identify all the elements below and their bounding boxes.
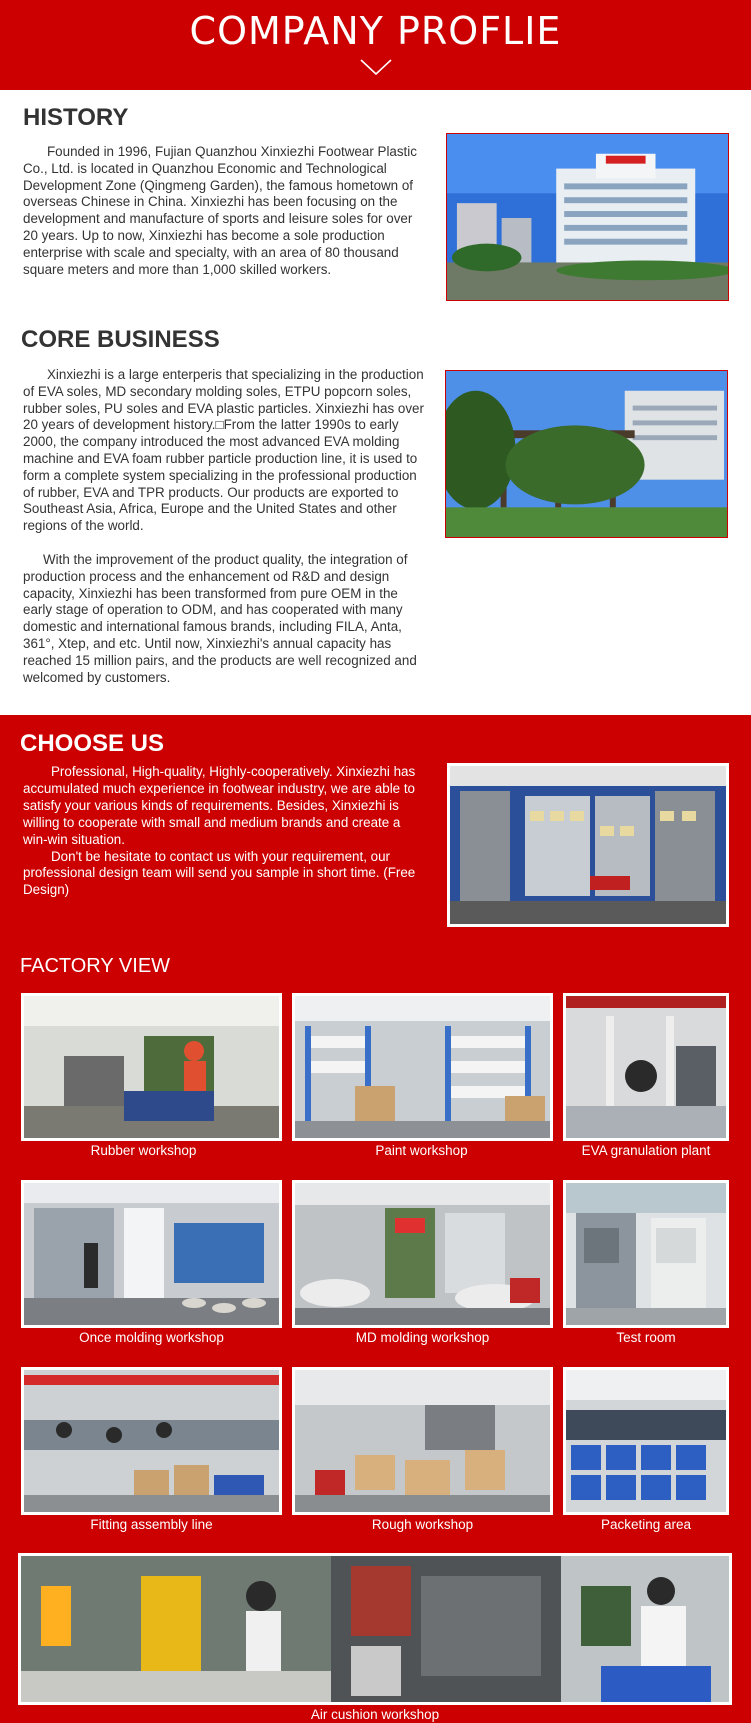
choose-us-paragraph-2: Don't be hesitate to contact us with your requirement, our professional design team will send you sample in short time. (Free Design) bbox=[23, 848, 416, 898]
core-business-paragraph-2: With the improvement of the product quality, the integration of production process and the enhancement od R&D and design capacity, Xinxiezhi has been transformed from pure OEM in the early stage of operation to ODM, and has cooperated with many domestic and international famous brands, including FILA, Anta, 361°, Xtep, and etc. Until now, Xinxiezhi's annual capacity has reached 15 million pairs, and the products are well recognized and welcomed by customers. bbox=[23, 552, 417, 685]
test-room-photo bbox=[563, 1180, 729, 1328]
chevron-down-icon bbox=[359, 57, 393, 77]
factory-view-title: FACTORY VIEW bbox=[20, 955, 171, 977]
packeting-area-photo bbox=[563, 1367, 729, 1515]
md-molding-workshop-photo bbox=[292, 1180, 553, 1328]
eva-granulation-plant-photo bbox=[563, 993, 729, 1141]
choose-us-paragraph-1: Professional, High-quality, Highly-cooperatively. Xinxiezhi has accumulated much experience in footwear industry, we are able to satisfy your various kinds of requirements. Besides, Xinxiezhi is willing to cooperate with small and medium brands and create a win-win situation. bbox=[23, 764, 416, 847]
rough-workshop-photo bbox=[292, 1367, 553, 1515]
caption-packeting-area: Packeting area bbox=[600, 1517, 692, 1532]
caption-rough-workshop: Rough workshop bbox=[371, 1517, 474, 1532]
paint-workshop-photo bbox=[292, 993, 553, 1141]
caption-test-room: Test room bbox=[616, 1330, 676, 1345]
fitting-assembly-line-photo bbox=[21, 1367, 282, 1515]
honor-showroom-photo bbox=[447, 763, 729, 927]
caption-eva-granulation-plant: EVA granulation plant bbox=[581, 1143, 711, 1158]
header-banner bbox=[0, 0, 751, 90]
history-building-photo bbox=[446, 133, 729, 301]
history-title: HISTORY bbox=[23, 104, 129, 131]
rubber-workshop-photo bbox=[21, 993, 282, 1141]
caption-paint-workshop: Paint workshop bbox=[375, 1143, 468, 1158]
core-business-title: CORE BUSINESS bbox=[21, 326, 220, 353]
core-business-paragraph-1: Xinxiezhi is a large enterperis that specializing in the production of EVA soles, MD secondary molding soles, ETPU popcorn soles, rubber soles, PU soles and EVA plastic particles. Xinxiezhi has over 20 years of development history.□From the latter 1990s to early 2000, the company introduced the most advanced EVA molding machine and EVA foam rubber particle production line, it is used to form a complete system specializing in the professional production of rubber, EVA and TPR products. Our products are exported to Southeast Asia, Africa, Europe and the United States and other regions of the world. bbox=[23, 367, 424, 534]
caption-air-cushion-workshop: Air cushion workshop bbox=[310, 1707, 440, 1722]
caption-once-molding-workshop: Once molding workshop bbox=[79, 1330, 224, 1345]
history-paragraph: Founded in 1996, Fujian Quanzhou Xinxiezhi Footwear Plastic Co., Ltd. is located in Quanzhou Economic and Technological Development Zone (Qingmeng Garden), the famous hometown of overseas Chinese in China. Xinxiezhi has been focusing on the development and manufacture of sports and leisure soles for over 20 years. Up to now, Xinxiezhi has become a sole production enterprise with scale and specialty, with an area of 80 thousand square meters and more than 1,000 skilled workers. bbox=[23, 144, 417, 277]
choose-us-text bbox=[23, 764, 423, 899]
core-business-garden-photo bbox=[445, 370, 728, 538]
choose-us-title: CHOOSE US bbox=[20, 730, 165, 757]
once-molding-workshop-photo bbox=[21, 1180, 282, 1328]
caption-rubber-workshop: Rubber workshop bbox=[90, 1143, 197, 1158]
page-title: COMPANY PROFLIE bbox=[189, 9, 562, 53]
caption-fitting-assembly-line: Fitting assembly line bbox=[90, 1517, 213, 1532]
caption-md-molding-workshop: MD molding workshop bbox=[355, 1330, 490, 1345]
air-cushion-workshop-photo bbox=[18, 1553, 732, 1705]
